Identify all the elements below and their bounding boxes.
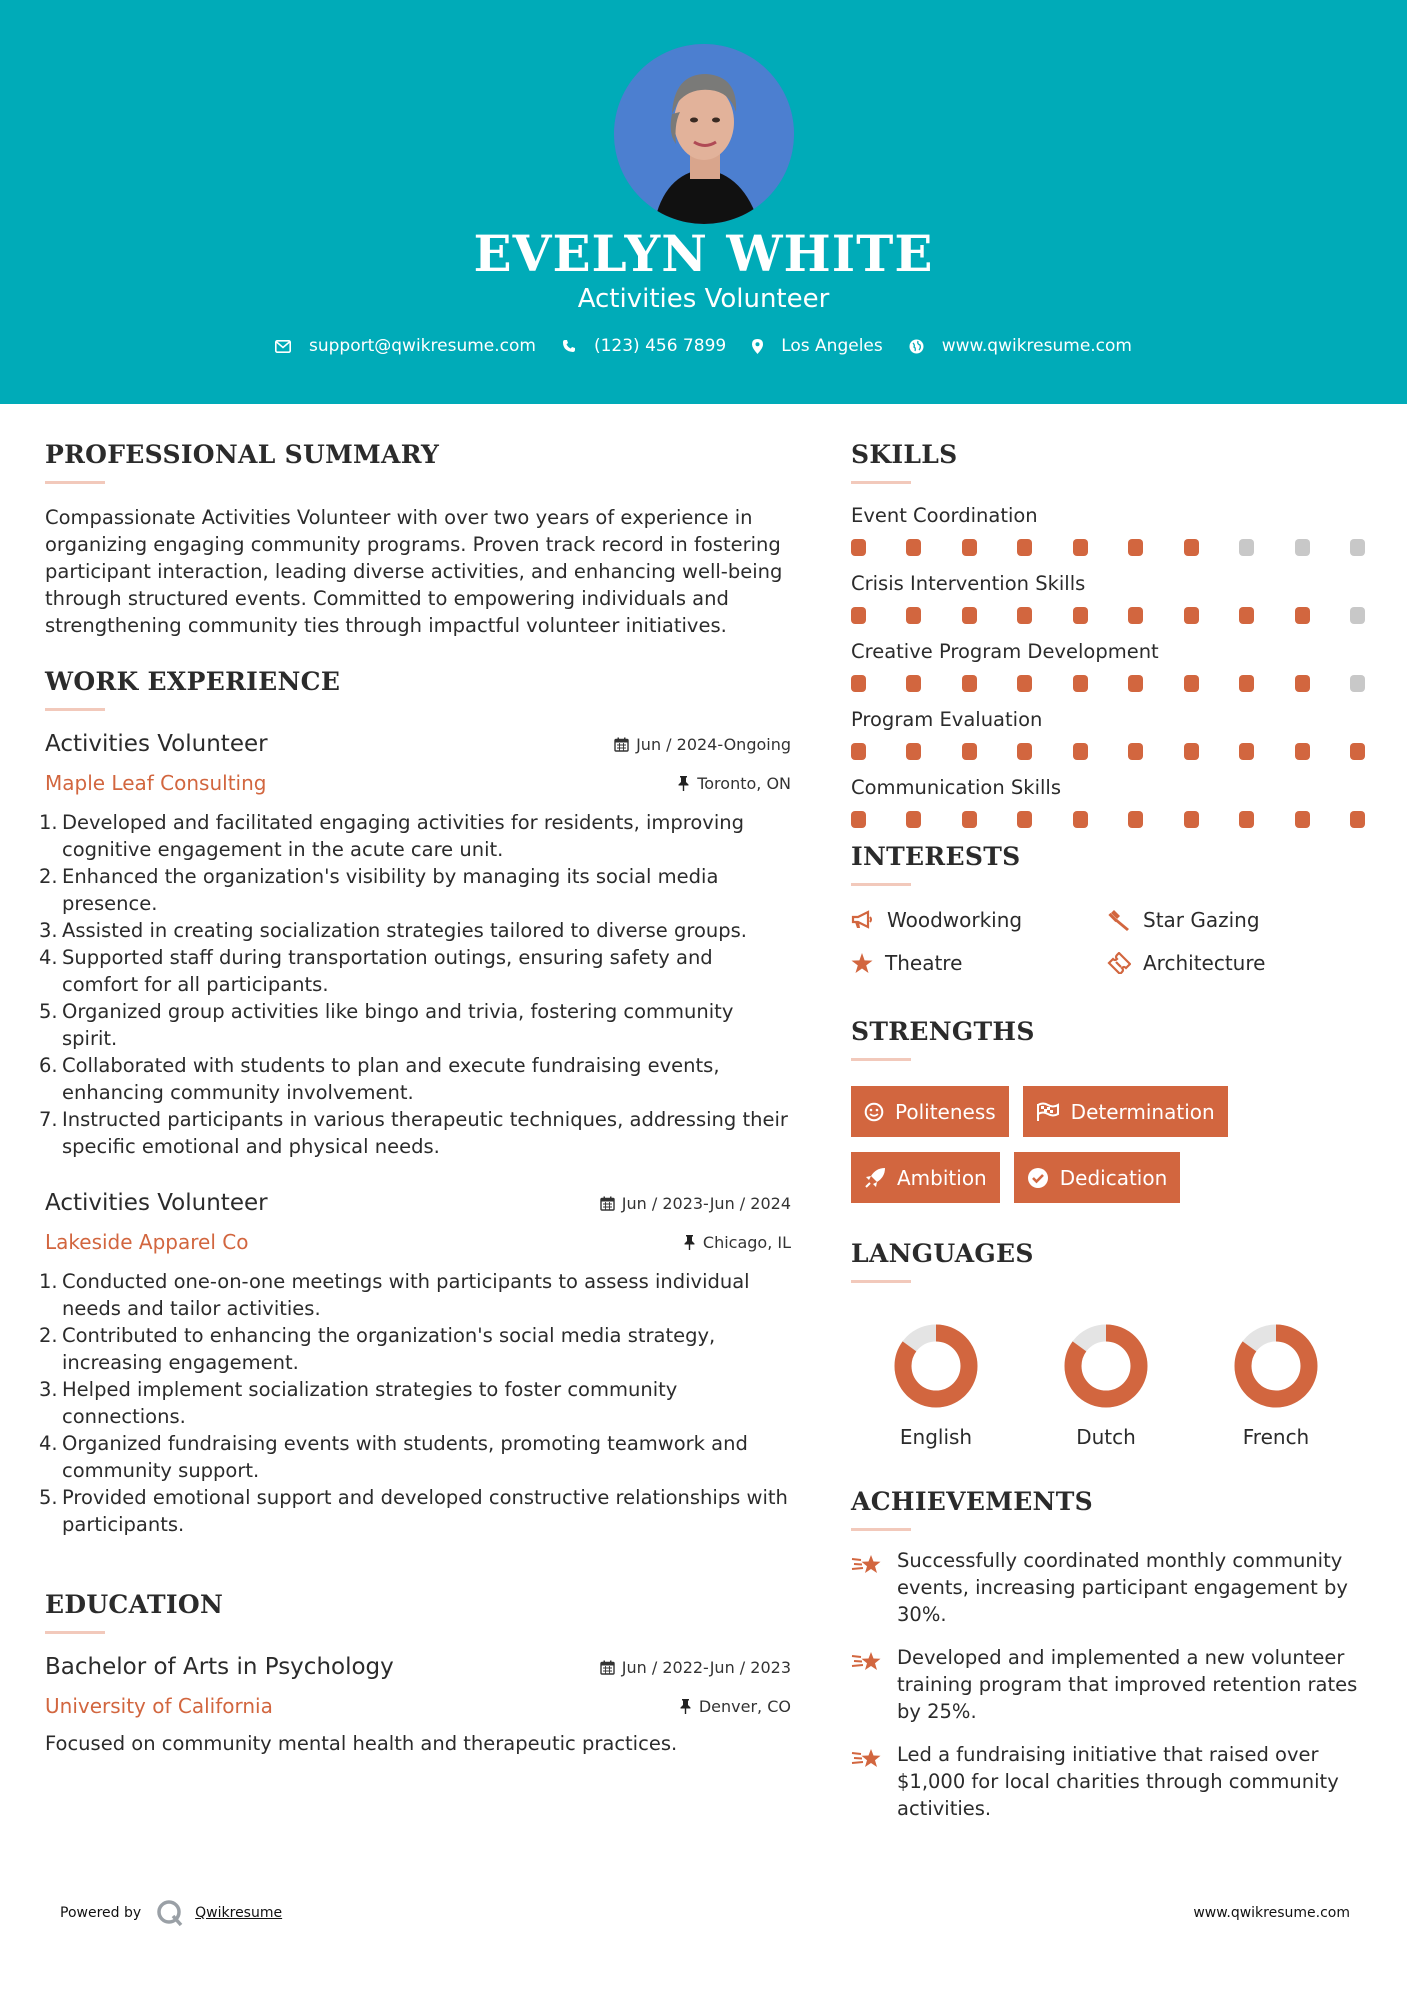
flag-icon — [1036, 1102, 1060, 1122]
language-level-donut — [1063, 1323, 1149, 1409]
profile-photo — [614, 44, 794, 224]
skill-item — [851, 570, 1371, 624]
contact-location — [752, 336, 883, 356]
section-title-summary: PROFESSIONAL SUMMARY — [45, 440, 440, 469]
job-duties — [39, 1268, 791, 1538]
section-title-achievements: ACHIEVEMENTS — [851, 1487, 1093, 1516]
rating-dot-empty — [1350, 539, 1365, 556]
rating-dot-filled — [906, 607, 921, 624]
rating-dot-filled — [1184, 607, 1199, 624]
footer-website[interactable]: www.qwikresume.com — [1193, 1905, 1350, 1921]
contact-website[interactable] — [909, 336, 1132, 356]
section-title-experience: WORK EXPERIENCE — [45, 667, 341, 696]
section-underline — [851, 1528, 911, 1531]
section-underline — [45, 708, 105, 711]
list-item: 1. Developed and facilitated engaging activities for residents, improving cognitive engagement in the acute care unit. — [39, 811, 744, 861]
section-underline — [45, 1631, 105, 1634]
skill-rating — [851, 811, 1365, 828]
calendar-icon — [600, 1660, 615, 1675]
rating-dot-filled — [1073, 539, 1088, 556]
rocket-icon — [864, 1167, 886, 1189]
list-item: 7. Instructed participants in various therapeutic techniques, addressing their specific emotional and physical needs. — [39, 1108, 788, 1158]
strength-badge: Determination — [1023, 1086, 1228, 1137]
skills-section — [851, 440, 1371, 828]
skill-rating — [851, 743, 1365, 760]
education-entry — [45, 1654, 791, 1757]
section-underline — [45, 481, 105, 484]
rating-dot-filled — [1017, 811, 1032, 828]
section-underline — [851, 1058, 911, 1061]
strength-badge: Dedication — [1014, 1152, 1181, 1203]
experience-section — [39, 667, 791, 1538]
skill-item — [851, 774, 1371, 828]
pushpin-icon — [680, 1699, 691, 1714]
language-level-donut — [893, 1323, 979, 1409]
achievement-item: Successfully coordinated monthly community events, increasing participant engagement by 30%. — [851, 1547, 1371, 1628]
rating-dot-filled — [1184, 743, 1199, 760]
rating-dot-filled — [1350, 743, 1365, 760]
degree-title: Bachelor of Arts in Psychology — [45, 1654, 394, 1680]
shooting-star-icon — [851, 1745, 885, 1773]
skill-item — [851, 638, 1371, 692]
rating-dot-filled — [1128, 539, 1143, 556]
rating-dot-filled — [1184, 811, 1199, 828]
skill-name: Crisis Intervention Skills — [851, 572, 1086, 595]
contact-phone[interactable] — [562, 336, 726, 356]
rating-dot-filled — [1073, 811, 1088, 828]
strength-badge: Ambition — [851, 1152, 1000, 1203]
skill-item — [851, 502, 1371, 556]
list-item: 5. Provided emotional support and developed constructive relationships with participants. — [39, 1486, 788, 1536]
header-banner — [0, 0, 1407, 404]
pushpin-icon — [678, 776, 689, 791]
phone-icon — [562, 339, 576, 353]
calendar-icon — [600, 1196, 615, 1211]
rating-dot-filled — [1239, 675, 1254, 692]
rating-dot-filled — [1017, 539, 1032, 556]
rating-dot-filled — [962, 743, 977, 760]
skill-name: Communication Skills — [851, 776, 1061, 799]
section-underline — [851, 481, 911, 484]
rating-dot-filled — [962, 811, 977, 828]
section-underline — [851, 883, 911, 886]
star-icon — [851, 953, 873, 974]
education-description: Focused on community mental health and therapeutic practices. — [45, 1732, 678, 1755]
shooting-star-icon — [851, 1648, 885, 1676]
job-entry — [39, 731, 791, 1160]
skill-item — [851, 706, 1371, 760]
envelope-icon — [275, 340, 291, 353]
languages-section — [851, 1239, 1371, 1449]
rating-dot-empty — [1350, 607, 1365, 624]
education-date: Jun / 2022-Jun / 2023 — [600, 1658, 791, 1677]
strengths-section — [851, 1017, 1371, 1203]
list-item: 3. Assisted in creating socialization strategies tailored to diverse groups. — [39, 919, 747, 942]
smile-icon — [864, 1102, 884, 1122]
rating-dot-filled — [1239, 811, 1254, 828]
summary-text: Compassionate Activities Volunteer with over two years of experience in organizing engaging community programs. Proven track record in fostering participant interaction, leading diverse activities, and enhancing well-being through structured events. Committed to empowering individuals and strengthening community ties through impactful volunteer initiatives. — [45, 506, 783, 637]
list-item: 1. Conducted one-on-one meetings with participants to assess individual needs and tailor activities. — [39, 1270, 750, 1320]
section-title-skills: SKILLS — [851, 440, 958, 469]
interest-item: Architecture — [1107, 951, 1363, 975]
contact-email[interactable] — [275, 336, 536, 356]
rating-dot-filled — [1128, 811, 1143, 828]
footer — [60, 1898, 1350, 1928]
skill-rating — [851, 539, 1365, 556]
rating-dot-filled — [962, 675, 977, 692]
list-item: 4. Organized fundraising events with students, promoting teamwork and community support. — [39, 1432, 748, 1482]
rating-dot-filled — [906, 539, 921, 556]
education-section — [45, 1590, 791, 1757]
job-location: Toronto, ON — [678, 774, 791, 793]
rating-dot-filled — [962, 607, 977, 624]
rating-dot-filled — [1017, 675, 1032, 692]
rating-dot-empty — [1239, 539, 1254, 556]
brand-link[interactable]: Qwikresume — [195, 1905, 283, 1921]
section-title-languages: LANGUAGES — [851, 1239, 1034, 1268]
rating-dot-filled — [1350, 811, 1365, 828]
right-column — [851, 440, 1371, 1822]
list-item: 4. Supported staff during transportation outings, ensuring safety and comfort for all participants. — [39, 946, 713, 996]
list-item: 6. Collaborated with students to plan and execute fundraising events, enhancing community involvement. — [39, 1054, 720, 1104]
language-name: French — [1242, 1425, 1310, 1449]
languages-list — [851, 1323, 1371, 1449]
website-text: www.qwikresume.com — [941, 336, 1132, 356]
contact-bar — [0, 336, 1407, 356]
language-item — [1021, 1323, 1191, 1449]
rating-dot-filled — [1295, 743, 1310, 760]
interests-section — [851, 842, 1371, 975]
rating-dot-filled — [1017, 743, 1032, 760]
section-title-strengths: STRENGTHS — [851, 1017, 1035, 1046]
shooting-star-icon — [851, 1551, 885, 1579]
rating-dot-filled — [1073, 607, 1088, 624]
rating-dot-filled — [1073, 743, 1088, 760]
candidate-name: EVELYN WHITE — [473, 224, 934, 283]
list-item: 5. Organized group activities like bingo and trivia, fostering community spirit. — [39, 1000, 734, 1050]
rating-dot-filled — [906, 811, 921, 828]
rating-dot-filled — [851, 607, 866, 624]
skill-rating — [851, 675, 1365, 692]
rating-dot-filled — [1128, 675, 1143, 692]
rating-dot-empty — [1350, 675, 1365, 692]
achievement-item: Led a fundraising initiative that raised over $1,000 for local charities through community activities. — [851, 1741, 1371, 1822]
rating-dot-filled — [1128, 743, 1143, 760]
interest-item: Star Gazing — [1107, 908, 1363, 932]
skill-rating — [851, 607, 1365, 624]
job-entry — [39, 1190, 791, 1538]
rating-dot-filled — [1017, 607, 1032, 624]
ticket-icon — [1107, 952, 1131, 974]
interest-item: Woodworking — [851, 908, 1107, 932]
section-underline — [851, 1280, 911, 1283]
rating-dot-filled — [1184, 539, 1199, 556]
rating-dot-filled — [906, 675, 921, 692]
rating-dot-filled — [851, 539, 866, 556]
achievement-item: Developed and implemented a new volunteer training program that improved retention rates by 25%. — [851, 1644, 1371, 1725]
rating-dot-filled — [1239, 743, 1254, 760]
map-pin-icon — [752, 339, 763, 354]
list-item: 2. Contributed to enhancing the organization's social media strategy, increasing engagement. — [39, 1324, 716, 1374]
gavel-icon — [1107, 909, 1131, 931]
language-name: English — [899, 1425, 973, 1449]
rating-dot-filled — [851, 811, 866, 828]
rating-dot-filled — [1184, 675, 1199, 692]
job-title: Activities Volunteer — [45, 731, 268, 757]
list-item: 3. Helped implement socialization strategies to foster community connections. — [39, 1378, 678, 1428]
skill-name: Event Coordination — [851, 504, 1038, 527]
rating-dot-filled — [906, 743, 921, 760]
strength-badge: Politeness — [851, 1086, 1009, 1137]
job-location: Chicago, IL — [684, 1233, 791, 1252]
summary-section — [45, 440, 791, 639]
phone-text: (123) 456 7899 — [593, 336, 727, 356]
job-date: Jun / 2024-Ongoing — [614, 735, 791, 754]
email-text: support@qwikresume.com — [309, 336, 536, 356]
rating-dot-filled — [962, 539, 977, 556]
job-title: Activities Volunteer — [45, 1190, 268, 1216]
rating-dot-empty — [1295, 539, 1310, 556]
language-level-donut — [1233, 1323, 1319, 1409]
language-item — [1191, 1323, 1361, 1449]
skill-name: Program Evaluation — [851, 708, 1043, 731]
school-name: University of California — [45, 1694, 273, 1718]
skills-list — [851, 502, 1371, 828]
company-name: Maple Leaf Consulting — [45, 771, 267, 795]
rating-dot-filled — [1073, 675, 1088, 692]
calendar-icon — [614, 737, 629, 752]
skill-name: Creative Program Development — [851, 640, 1159, 663]
section-title-interests: INTERESTS — [851, 842, 1021, 871]
left-column — [39, 440, 791, 1757]
list-item: 2. Enhanced the organization's visibility by managing its social media presence. — [39, 865, 719, 915]
job-duties — [39, 809, 791, 1160]
pushpin-icon — [684, 1235, 695, 1250]
rating-dot-filled — [1128, 607, 1143, 624]
rating-dot-filled — [1239, 607, 1254, 624]
megaphone-icon — [851, 910, 875, 930]
globe-icon — [909, 339, 924, 354]
language-name: Dutch — [1076, 1425, 1136, 1449]
powered-by: Powered by Qwikresume — [60, 1898, 282, 1928]
rating-dot-filled — [1295, 811, 1310, 828]
check-circle-icon — [1027, 1167, 1049, 1189]
candidate-role: Activities Volunteer — [577, 284, 830, 314]
job-date: Jun / 2023-Jun / 2024 — [600, 1194, 791, 1213]
achievements-section — [851, 1487, 1371, 1822]
interest-item: Theatre — [851, 951, 1107, 975]
rating-dot-filled — [1295, 607, 1310, 624]
location-text: Los Angeles — [781, 336, 883, 356]
qwikresume-logo-icon — [155, 1898, 185, 1928]
section-title-education: EDUCATION — [45, 1590, 224, 1619]
rating-dot-filled — [1295, 675, 1310, 692]
company-name: Lakeside Apparel Co — [45, 1230, 249, 1254]
rating-dot-filled — [851, 675, 866, 692]
rating-dot-filled — [851, 743, 866, 760]
school-location: Denver, CO — [680, 1697, 791, 1716]
language-item — [851, 1323, 1021, 1449]
